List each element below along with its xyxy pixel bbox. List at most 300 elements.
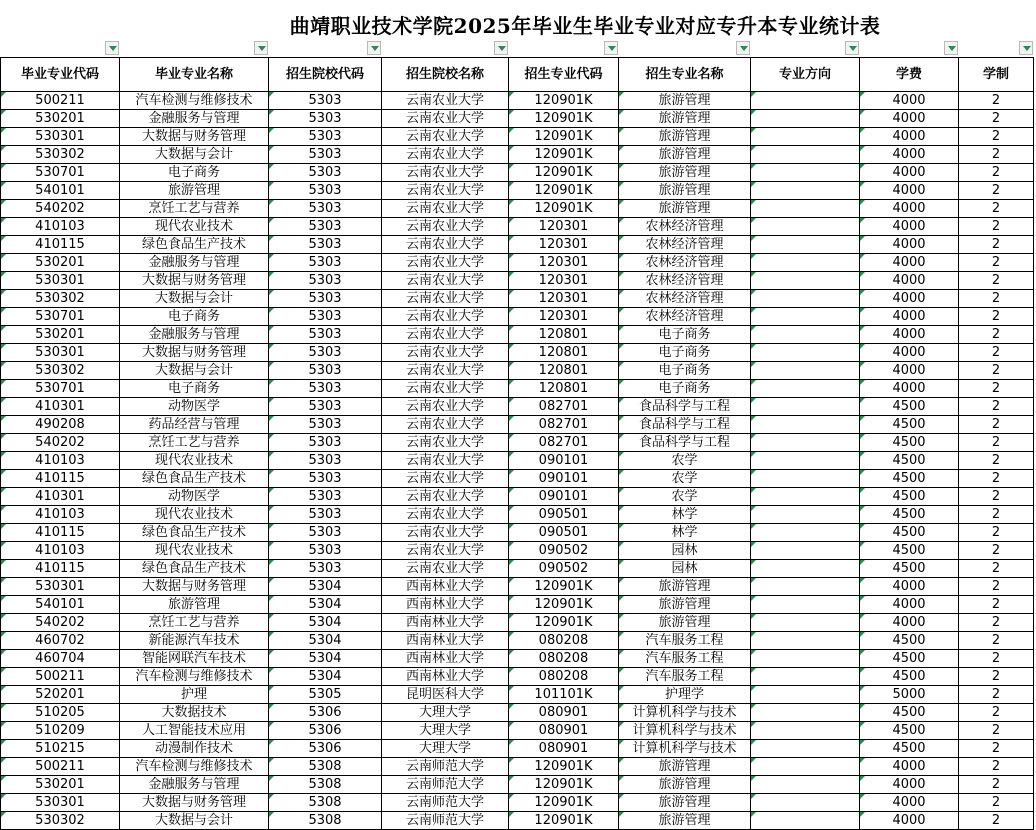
enroll-major-name-cell[interactable]: 园林 [619, 542, 751, 560]
enroll-major-code-cell[interactable]: 090501 [509, 524, 619, 542]
school-code-cell[interactable]: 5308 [269, 758, 382, 776]
duration-cell[interactable]: 2 [959, 740, 1034, 758]
duration-cell[interactable]: 2 [959, 722, 1034, 740]
school-code-cell[interactable]: 5303 [269, 434, 382, 452]
major-direction-cell[interactable] [751, 254, 860, 272]
grad-major-code-cell[interactable]: 410103 [1, 452, 120, 470]
enroll-major-code-cell[interactable]: 120901K [509, 614, 619, 632]
filter-dropdown-icon[interactable] [367, 41, 381, 55]
major-direction-cell[interactable] [751, 452, 860, 470]
enroll-major-code-cell[interactable]: 090502 [509, 560, 619, 578]
school-code-cell[interactable]: 5303 [269, 524, 382, 542]
filter-dropdown-icon[interactable] [254, 41, 268, 55]
tuition-cell[interactable]: 4000 [860, 254, 959, 272]
filter-dropdown-icon[interactable] [604, 41, 618, 55]
tuition-cell[interactable]: 4500 [860, 668, 959, 686]
enroll-major-name-cell[interactable]: 电子商务 [619, 326, 751, 344]
grad-major-code-cell[interactable]: 530201 [1, 254, 120, 272]
school-name-cell[interactable]: 云南农业大学 [382, 254, 509, 272]
school-name-cell[interactable]: 云南农业大学 [382, 524, 509, 542]
school-code-cell[interactable]: 5303 [269, 236, 382, 254]
grad-major-code-cell[interactable]: 410301 [1, 488, 120, 506]
grad-major-name-cell[interactable]: 汽车检测与维修技术 [120, 668, 269, 686]
grad-major-name-cell[interactable]: 动漫制作技术 [120, 740, 269, 758]
grad-major-code-cell[interactable]: 410115 [1, 524, 120, 542]
school-code-cell[interactable]: 5304 [269, 650, 382, 668]
enroll-major-code-cell[interactable]: 101101K [509, 686, 619, 704]
enroll-major-code-cell[interactable]: 120901K [509, 578, 619, 596]
enroll-major-name-cell[interactable]: 旅游管理 [619, 596, 751, 614]
grad-major-name-cell[interactable]: 大数据与财务管理 [120, 578, 269, 596]
tuition-cell[interactable]: 4000 [860, 794, 959, 812]
major-direction-cell[interactable] [751, 686, 860, 704]
school-name-cell[interactable]: 云南农业大学 [382, 470, 509, 488]
school-name-cell[interactable]: 西南林业大学 [382, 632, 509, 650]
enroll-major-code-cell[interactable]: 120901K [509, 164, 619, 182]
tuition-cell[interactable]: 4000 [860, 344, 959, 362]
school-code-cell[interactable]: 5303 [269, 308, 382, 326]
school-name-cell[interactable]: 云南农业大学 [382, 92, 509, 110]
duration-cell[interactable]: 2 [959, 452, 1034, 470]
column-header[interactable]: 招生专业代码 [509, 58, 619, 92]
enroll-major-code-cell[interactable]: 090101 [509, 452, 619, 470]
school-code-cell[interactable]: 5303 [269, 560, 382, 578]
duration-cell[interactable]: 2 [959, 488, 1034, 506]
enroll-major-code-cell[interactable]: 120901K [509, 794, 619, 812]
major-direction-cell[interactable] [751, 560, 860, 578]
grad-major-name-cell[interactable]: 电子商务 [120, 380, 269, 398]
enroll-major-name-cell[interactable]: 护理学 [619, 686, 751, 704]
school-name-cell[interactable]: 西南林业大学 [382, 668, 509, 686]
grad-major-name-cell[interactable]: 金融服务与管理 [120, 254, 269, 272]
tuition-cell[interactable]: 4500 [860, 722, 959, 740]
enroll-major-code-cell[interactable]: 120801 [509, 326, 619, 344]
grad-major-name-cell[interactable]: 智能网联汽车技术 [120, 650, 269, 668]
school-code-cell[interactable]: 5303 [269, 92, 382, 110]
grad-major-name-cell[interactable]: 电子商务 [120, 164, 269, 182]
grad-major-code-cell[interactable]: 540202 [1, 434, 120, 452]
major-direction-cell[interactable] [751, 182, 860, 200]
school-name-cell[interactable]: 云南农业大学 [382, 452, 509, 470]
enroll-major-name-cell[interactable]: 农林经济管理 [619, 254, 751, 272]
school-code-cell[interactable]: 5303 [269, 254, 382, 272]
grad-major-code-cell[interactable]: 530302 [1, 812, 120, 830]
major-direction-cell[interactable] [751, 506, 860, 524]
school-name-cell[interactable]: 西南林业大学 [382, 578, 509, 596]
filter-dropdown-icon[interactable] [105, 41, 119, 55]
tuition-cell[interactable]: 4000 [860, 362, 959, 380]
school-name-cell[interactable]: 云南农业大学 [382, 308, 509, 326]
major-direction-cell[interactable] [751, 344, 860, 362]
grad-major-code-cell[interactable]: 530302 [1, 362, 120, 380]
enroll-major-name-cell[interactable]: 电子商务 [619, 380, 751, 398]
tuition-cell[interactable]: 4000 [860, 578, 959, 596]
duration-cell[interactable]: 2 [959, 146, 1034, 164]
enroll-major-name-cell[interactable]: 计算机科学与技术 [619, 704, 751, 722]
enroll-major-code-cell[interactable]: 080901 [509, 704, 619, 722]
enroll-major-name-cell[interactable]: 林学 [619, 524, 751, 542]
grad-major-code-cell[interactable]: 510215 [1, 740, 120, 758]
school-code-cell[interactable]: 5303 [269, 164, 382, 182]
column-header[interactable]: 毕业专业代码 [1, 58, 120, 92]
grad-major-name-cell[interactable]: 烹饪工艺与营养 [120, 434, 269, 452]
duration-cell[interactable]: 2 [959, 578, 1034, 596]
tuition-cell[interactable]: 4500 [860, 398, 959, 416]
duration-cell[interactable]: 2 [959, 632, 1034, 650]
tuition-cell[interactable]: 4000 [860, 272, 959, 290]
grad-major-name-cell[interactable]: 大数据技术 [120, 704, 269, 722]
grad-major-code-cell[interactable]: 500211 [1, 92, 120, 110]
major-direction-cell[interactable] [751, 776, 860, 794]
grad-major-name-cell[interactable]: 现代农业技术 [120, 218, 269, 236]
grad-major-name-cell[interactable]: 大数据与财务管理 [120, 128, 269, 146]
tuition-cell[interactable]: 4500 [860, 704, 959, 722]
tuition-cell[interactable]: 4500 [860, 470, 959, 488]
school-code-cell[interactable]: 5303 [269, 506, 382, 524]
duration-cell[interactable]: 2 [959, 164, 1034, 182]
grad-major-code-cell[interactable]: 530201 [1, 776, 120, 794]
column-header[interactable]: 毕业专业名称 [120, 58, 269, 92]
grad-major-code-cell[interactable]: 540202 [1, 614, 120, 632]
school-name-cell[interactable]: 云南农业大学 [382, 488, 509, 506]
major-direction-cell[interactable] [751, 650, 860, 668]
school-code-cell[interactable]: 5304 [269, 596, 382, 614]
tuition-cell[interactable]: 4500 [860, 506, 959, 524]
grad-major-code-cell[interactable]: 530701 [1, 164, 120, 182]
major-direction-cell[interactable] [751, 812, 860, 830]
tuition-cell[interactable]: 4000 [860, 308, 959, 326]
enroll-major-code-cell[interactable]: 090101 [509, 488, 619, 506]
grad-major-name-cell[interactable]: 药品经营与管理 [120, 416, 269, 434]
enroll-major-code-cell[interactable]: 120901K [509, 110, 619, 128]
grad-major-code-cell[interactable]: 530301 [1, 578, 120, 596]
duration-cell[interactable]: 2 [959, 776, 1034, 794]
school-name-cell[interactable]: 昆明医科大学 [382, 686, 509, 704]
enroll-major-name-cell[interactable]: 旅游管理 [619, 164, 751, 182]
grad-major-code-cell[interactable]: 410103 [1, 506, 120, 524]
duration-cell[interactable]: 2 [959, 92, 1034, 110]
filter-dropdown-icon[interactable] [944, 41, 958, 55]
grad-major-code-cell[interactable]: 490208 [1, 416, 120, 434]
filter-dropdown-icon[interactable] [1019, 41, 1033, 55]
enroll-major-name-cell[interactable]: 旅游管理 [619, 794, 751, 812]
tuition-cell[interactable]: 4500 [860, 632, 959, 650]
school-name-cell[interactable]: 云南农业大学 [382, 326, 509, 344]
school-code-cell[interactable]: 5303 [269, 128, 382, 146]
duration-cell[interactable]: 2 [959, 254, 1034, 272]
grad-major-name-cell[interactable]: 绿色食品生产技术 [120, 524, 269, 542]
duration-cell[interactable]: 2 [959, 614, 1034, 632]
enroll-major-code-cell[interactable]: 120801 [509, 362, 619, 380]
grad-major-name-cell[interactable]: 绿色食品生产技术 [120, 560, 269, 578]
major-direction-cell[interactable] [751, 326, 860, 344]
enroll-major-code-cell[interactable]: 120301 [509, 218, 619, 236]
grad-major-code-cell[interactable]: 460704 [1, 650, 120, 668]
school-name-cell[interactable]: 云南农业大学 [382, 218, 509, 236]
school-name-cell[interactable]: 云南农业大学 [382, 434, 509, 452]
tuition-cell[interactable]: 4000 [860, 614, 959, 632]
grad-major-code-cell[interactable]: 530201 [1, 326, 120, 344]
tuition-cell[interactable]: 5000 [860, 686, 959, 704]
tuition-cell[interactable]: 4000 [860, 92, 959, 110]
filter-dropdown-icon[interactable] [494, 41, 508, 55]
enroll-major-name-cell[interactable]: 汽车服务工程 [619, 668, 751, 686]
grad-major-code-cell[interactable]: 530701 [1, 380, 120, 398]
major-direction-cell[interactable] [751, 380, 860, 398]
school-code-cell[interactable]: 5303 [269, 488, 382, 506]
grad-major-name-cell[interactable]: 大数据与会计 [120, 362, 269, 380]
major-direction-cell[interactable] [751, 722, 860, 740]
school-code-cell[interactable]: 5304 [269, 578, 382, 596]
major-direction-cell[interactable] [751, 488, 860, 506]
major-direction-cell[interactable] [751, 218, 860, 236]
grad-major-code-cell[interactable]: 530201 [1, 110, 120, 128]
grad-major-name-cell[interactable]: 电子商务 [120, 308, 269, 326]
enroll-major-code-cell[interactable]: 120901K [509, 128, 619, 146]
duration-cell[interactable]: 2 [959, 542, 1034, 560]
tuition-cell[interactable]: 4500 [860, 542, 959, 560]
school-name-cell[interactable]: 大理大学 [382, 722, 509, 740]
school-code-cell[interactable]: 5308 [269, 794, 382, 812]
major-direction-cell[interactable] [751, 542, 860, 560]
school-name-cell[interactable]: 云南农业大学 [382, 542, 509, 560]
major-direction-cell[interactable] [751, 164, 860, 182]
major-direction-cell[interactable] [751, 200, 860, 218]
grad-major-name-cell[interactable]: 现代农业技术 [120, 542, 269, 560]
enroll-major-name-cell[interactable]: 旅游管理 [619, 92, 751, 110]
tuition-cell[interactable]: 4000 [860, 812, 959, 830]
grad-major-name-cell[interactable]: 烹饪工艺与营养 [120, 614, 269, 632]
grad-major-name-cell[interactable]: 护理 [120, 686, 269, 704]
enroll-major-code-cell[interactable]: 120901K [509, 146, 619, 164]
enroll-major-name-cell[interactable]: 食品科学与工程 [619, 416, 751, 434]
duration-cell[interactable]: 2 [959, 110, 1034, 128]
duration-cell[interactable]: 2 [959, 506, 1034, 524]
enroll-major-name-cell[interactable]: 计算机科学与技术 [619, 722, 751, 740]
school-code-cell[interactable]: 5303 [269, 272, 382, 290]
grad-major-name-cell[interactable]: 汽车检测与维修技术 [120, 92, 269, 110]
enroll-major-code-cell[interactable]: 080901 [509, 722, 619, 740]
major-direction-cell[interactable] [751, 740, 860, 758]
grad-major-name-cell[interactable]: 旅游管理 [120, 182, 269, 200]
grad-major-name-cell[interactable]: 金融服务与管理 [120, 326, 269, 344]
tuition-cell[interactable]: 4000 [860, 110, 959, 128]
duration-cell[interactable]: 2 [959, 596, 1034, 614]
school-name-cell[interactable]: 大理大学 [382, 704, 509, 722]
duration-cell[interactable]: 2 [959, 290, 1034, 308]
enroll-major-code-cell[interactable]: 120901K [509, 92, 619, 110]
tuition-cell[interactable]: 4000 [860, 218, 959, 236]
grad-major-code-cell[interactable]: 500211 [1, 758, 120, 776]
major-direction-cell[interactable] [751, 596, 860, 614]
duration-cell[interactable]: 2 [959, 470, 1034, 488]
tuition-cell[interactable]: 4000 [860, 200, 959, 218]
duration-cell[interactable]: 2 [959, 794, 1034, 812]
enroll-major-code-cell[interactable]: 120301 [509, 236, 619, 254]
major-direction-cell[interactable] [751, 758, 860, 776]
column-header[interactable]: 招生院校名称 [382, 58, 509, 92]
tuition-cell[interactable]: 4500 [860, 650, 959, 668]
enroll-major-name-cell[interactable]: 农学 [619, 488, 751, 506]
school-name-cell[interactable]: 西南林业大学 [382, 614, 509, 632]
grad-major-name-cell[interactable]: 大数据与会计 [120, 290, 269, 308]
major-direction-cell[interactable] [751, 524, 860, 542]
school-name-cell[interactable]: 云南农业大学 [382, 560, 509, 578]
grad-major-name-cell[interactable]: 新能源汽车技术 [120, 632, 269, 650]
enroll-major-code-cell[interactable]: 090501 [509, 506, 619, 524]
duration-cell[interactable]: 2 [959, 686, 1034, 704]
duration-cell[interactable]: 2 [959, 380, 1034, 398]
column-header[interactable]: 招生院校代码 [269, 58, 382, 92]
school-code-cell[interactable]: 5304 [269, 614, 382, 632]
tuition-cell[interactable]: 4500 [860, 416, 959, 434]
school-name-cell[interactable]: 云南农业大学 [382, 398, 509, 416]
enroll-major-name-cell[interactable]: 旅游管理 [619, 128, 751, 146]
grad-major-name-cell[interactable]: 现代农业技术 [120, 506, 269, 524]
tuition-cell[interactable]: 4000 [860, 146, 959, 164]
enroll-major-name-cell[interactable]: 农林经济管理 [619, 236, 751, 254]
enroll-major-code-cell[interactable]: 120301 [509, 254, 619, 272]
grad-major-name-cell[interactable]: 动物医学 [120, 398, 269, 416]
school-code-cell[interactable]: 5303 [269, 326, 382, 344]
enroll-major-code-cell[interactable]: 120901K [509, 758, 619, 776]
duration-cell[interactable]: 2 [959, 398, 1034, 416]
grad-major-code-cell[interactable]: 460702 [1, 632, 120, 650]
tuition-cell[interactable]: 4000 [860, 182, 959, 200]
grad-major-name-cell[interactable]: 金融服务与管理 [120, 776, 269, 794]
grad-major-code-cell[interactable]: 530302 [1, 146, 120, 164]
duration-cell[interactable]: 2 [959, 362, 1034, 380]
grad-major-name-cell[interactable]: 绿色食品生产技术 [120, 236, 269, 254]
school-code-cell[interactable]: 5303 [269, 290, 382, 308]
school-name-cell[interactable]: 云南农业大学 [382, 164, 509, 182]
grad-major-code-cell[interactable]: 410115 [1, 560, 120, 578]
grad-major-name-cell[interactable]: 汽车检测与维修技术 [120, 758, 269, 776]
major-direction-cell[interactable] [751, 398, 860, 416]
grad-major-code-cell[interactable]: 540101 [1, 182, 120, 200]
duration-cell[interactable]: 2 [959, 272, 1034, 290]
school-name-cell[interactable]: 西南林业大学 [382, 596, 509, 614]
duration-cell[interactable]: 2 [959, 560, 1034, 578]
enroll-major-name-cell[interactable]: 电子商务 [619, 362, 751, 380]
school-code-cell[interactable]: 5303 [269, 398, 382, 416]
enroll-major-name-cell[interactable]: 计算机科学与技术 [619, 740, 751, 758]
grad-major-code-cell[interactable]: 510205 [1, 704, 120, 722]
major-direction-cell[interactable] [751, 470, 860, 488]
school-name-cell[interactable]: 云南农业大学 [382, 110, 509, 128]
school-code-cell[interactable]: 5303 [269, 362, 382, 380]
school-name-cell[interactable]: 云南农业大学 [382, 182, 509, 200]
major-direction-cell[interactable] [751, 110, 860, 128]
school-code-cell[interactable]: 5303 [269, 452, 382, 470]
major-direction-cell[interactable] [751, 434, 860, 452]
grad-major-name-cell[interactable]: 现代农业技术 [120, 452, 269, 470]
duration-cell[interactable]: 2 [959, 434, 1034, 452]
enroll-major-name-cell[interactable]: 旅游管理 [619, 578, 751, 596]
grad-major-name-cell[interactable]: 大数据与财务管理 [120, 344, 269, 362]
enroll-major-name-cell[interactable]: 旅游管理 [619, 182, 751, 200]
school-code-cell[interactable]: 5303 [269, 218, 382, 236]
major-direction-cell[interactable] [751, 794, 860, 812]
school-code-cell[interactable]: 5304 [269, 668, 382, 686]
enroll-major-name-cell[interactable]: 农学 [619, 470, 751, 488]
duration-cell[interactable]: 2 [959, 236, 1034, 254]
tuition-cell[interactable]: 4500 [860, 524, 959, 542]
enroll-major-name-cell[interactable]: 园林 [619, 560, 751, 578]
major-direction-cell[interactable] [751, 308, 860, 326]
enroll-major-code-cell[interactable]: 120901K [509, 200, 619, 218]
grad-major-name-cell[interactable]: 烹饪工艺与营养 [120, 200, 269, 218]
grad-major-code-cell[interactable]: 520201 [1, 686, 120, 704]
duration-cell[interactable]: 2 [959, 668, 1034, 686]
school-code-cell[interactable]: 5308 [269, 776, 382, 794]
enroll-major-code-cell[interactable]: 080208 [509, 632, 619, 650]
school-code-cell[interactable]: 5303 [269, 110, 382, 128]
column-header[interactable]: 专业方向 [751, 58, 860, 92]
tuition-cell[interactable]: 4000 [860, 326, 959, 344]
grad-major-code-cell[interactable]: 530701 [1, 308, 120, 326]
grad-major-code-cell[interactable]: 540101 [1, 596, 120, 614]
school-code-cell[interactable]: 5306 [269, 722, 382, 740]
enroll-major-name-cell[interactable]: 旅游管理 [619, 812, 751, 830]
enroll-major-name-cell[interactable]: 旅游管理 [619, 200, 751, 218]
enroll-major-code-cell[interactable]: 120301 [509, 290, 619, 308]
school-name-cell[interactable]: 云南农业大学 [382, 146, 509, 164]
school-name-cell[interactable]: 云南师范大学 [382, 794, 509, 812]
filter-dropdown-icon[interactable] [845, 41, 859, 55]
school-code-cell[interactable]: 5305 [269, 686, 382, 704]
enroll-major-code-cell[interactable]: 082701 [509, 434, 619, 452]
major-direction-cell[interactable] [751, 704, 860, 722]
major-direction-cell[interactable] [751, 416, 860, 434]
enroll-major-name-cell[interactable]: 林学 [619, 506, 751, 524]
school-name-cell[interactable]: 云南师范大学 [382, 758, 509, 776]
duration-cell[interactable]: 2 [959, 812, 1034, 830]
duration-cell[interactable]: 2 [959, 524, 1034, 542]
duration-cell[interactable]: 2 [959, 308, 1034, 326]
grad-major-code-cell[interactable]: 540202 [1, 200, 120, 218]
school-name-cell[interactable]: 云南农业大学 [382, 200, 509, 218]
enroll-major-code-cell[interactable]: 082701 [509, 398, 619, 416]
school-code-cell[interactable]: 5308 [269, 812, 382, 830]
school-code-cell[interactable]: 5306 [269, 704, 382, 722]
grad-major-code-cell[interactable]: 410301 [1, 398, 120, 416]
enroll-major-code-cell[interactable]: 120801 [509, 344, 619, 362]
tuition-cell[interactable]: 4000 [860, 236, 959, 254]
school-code-cell[interactable]: 5303 [269, 344, 382, 362]
duration-cell[interactable]: 2 [959, 416, 1034, 434]
school-name-cell[interactable]: 大理大学 [382, 740, 509, 758]
school-code-cell[interactable]: 5303 [269, 542, 382, 560]
enroll-major-name-cell[interactable]: 食品科学与工程 [619, 398, 751, 416]
major-direction-cell[interactable] [751, 92, 860, 110]
enroll-major-name-cell[interactable]: 农林经济管理 [619, 218, 751, 236]
school-code-cell[interactable]: 5303 [269, 470, 382, 488]
school-code-cell[interactable]: 5303 [269, 182, 382, 200]
enroll-major-name-cell[interactable]: 农学 [619, 452, 751, 470]
school-code-cell[interactable]: 5306 [269, 740, 382, 758]
enroll-major-code-cell[interactable]: 120901K [509, 812, 619, 830]
major-direction-cell[interactable] [751, 290, 860, 308]
grad-major-code-cell[interactable]: 410115 [1, 236, 120, 254]
grad-major-code-cell[interactable]: 530301 [1, 272, 120, 290]
enroll-major-name-cell[interactable]: 旅游管理 [619, 110, 751, 128]
school-name-cell[interactable]: 云南农业大学 [382, 128, 509, 146]
enroll-major-code-cell[interactable]: 090101 [509, 470, 619, 488]
grad-major-code-cell[interactable]: 410115 [1, 470, 120, 488]
grad-major-name-cell[interactable]: 动物医学 [120, 488, 269, 506]
school-name-cell[interactable]: 云南农业大学 [382, 380, 509, 398]
